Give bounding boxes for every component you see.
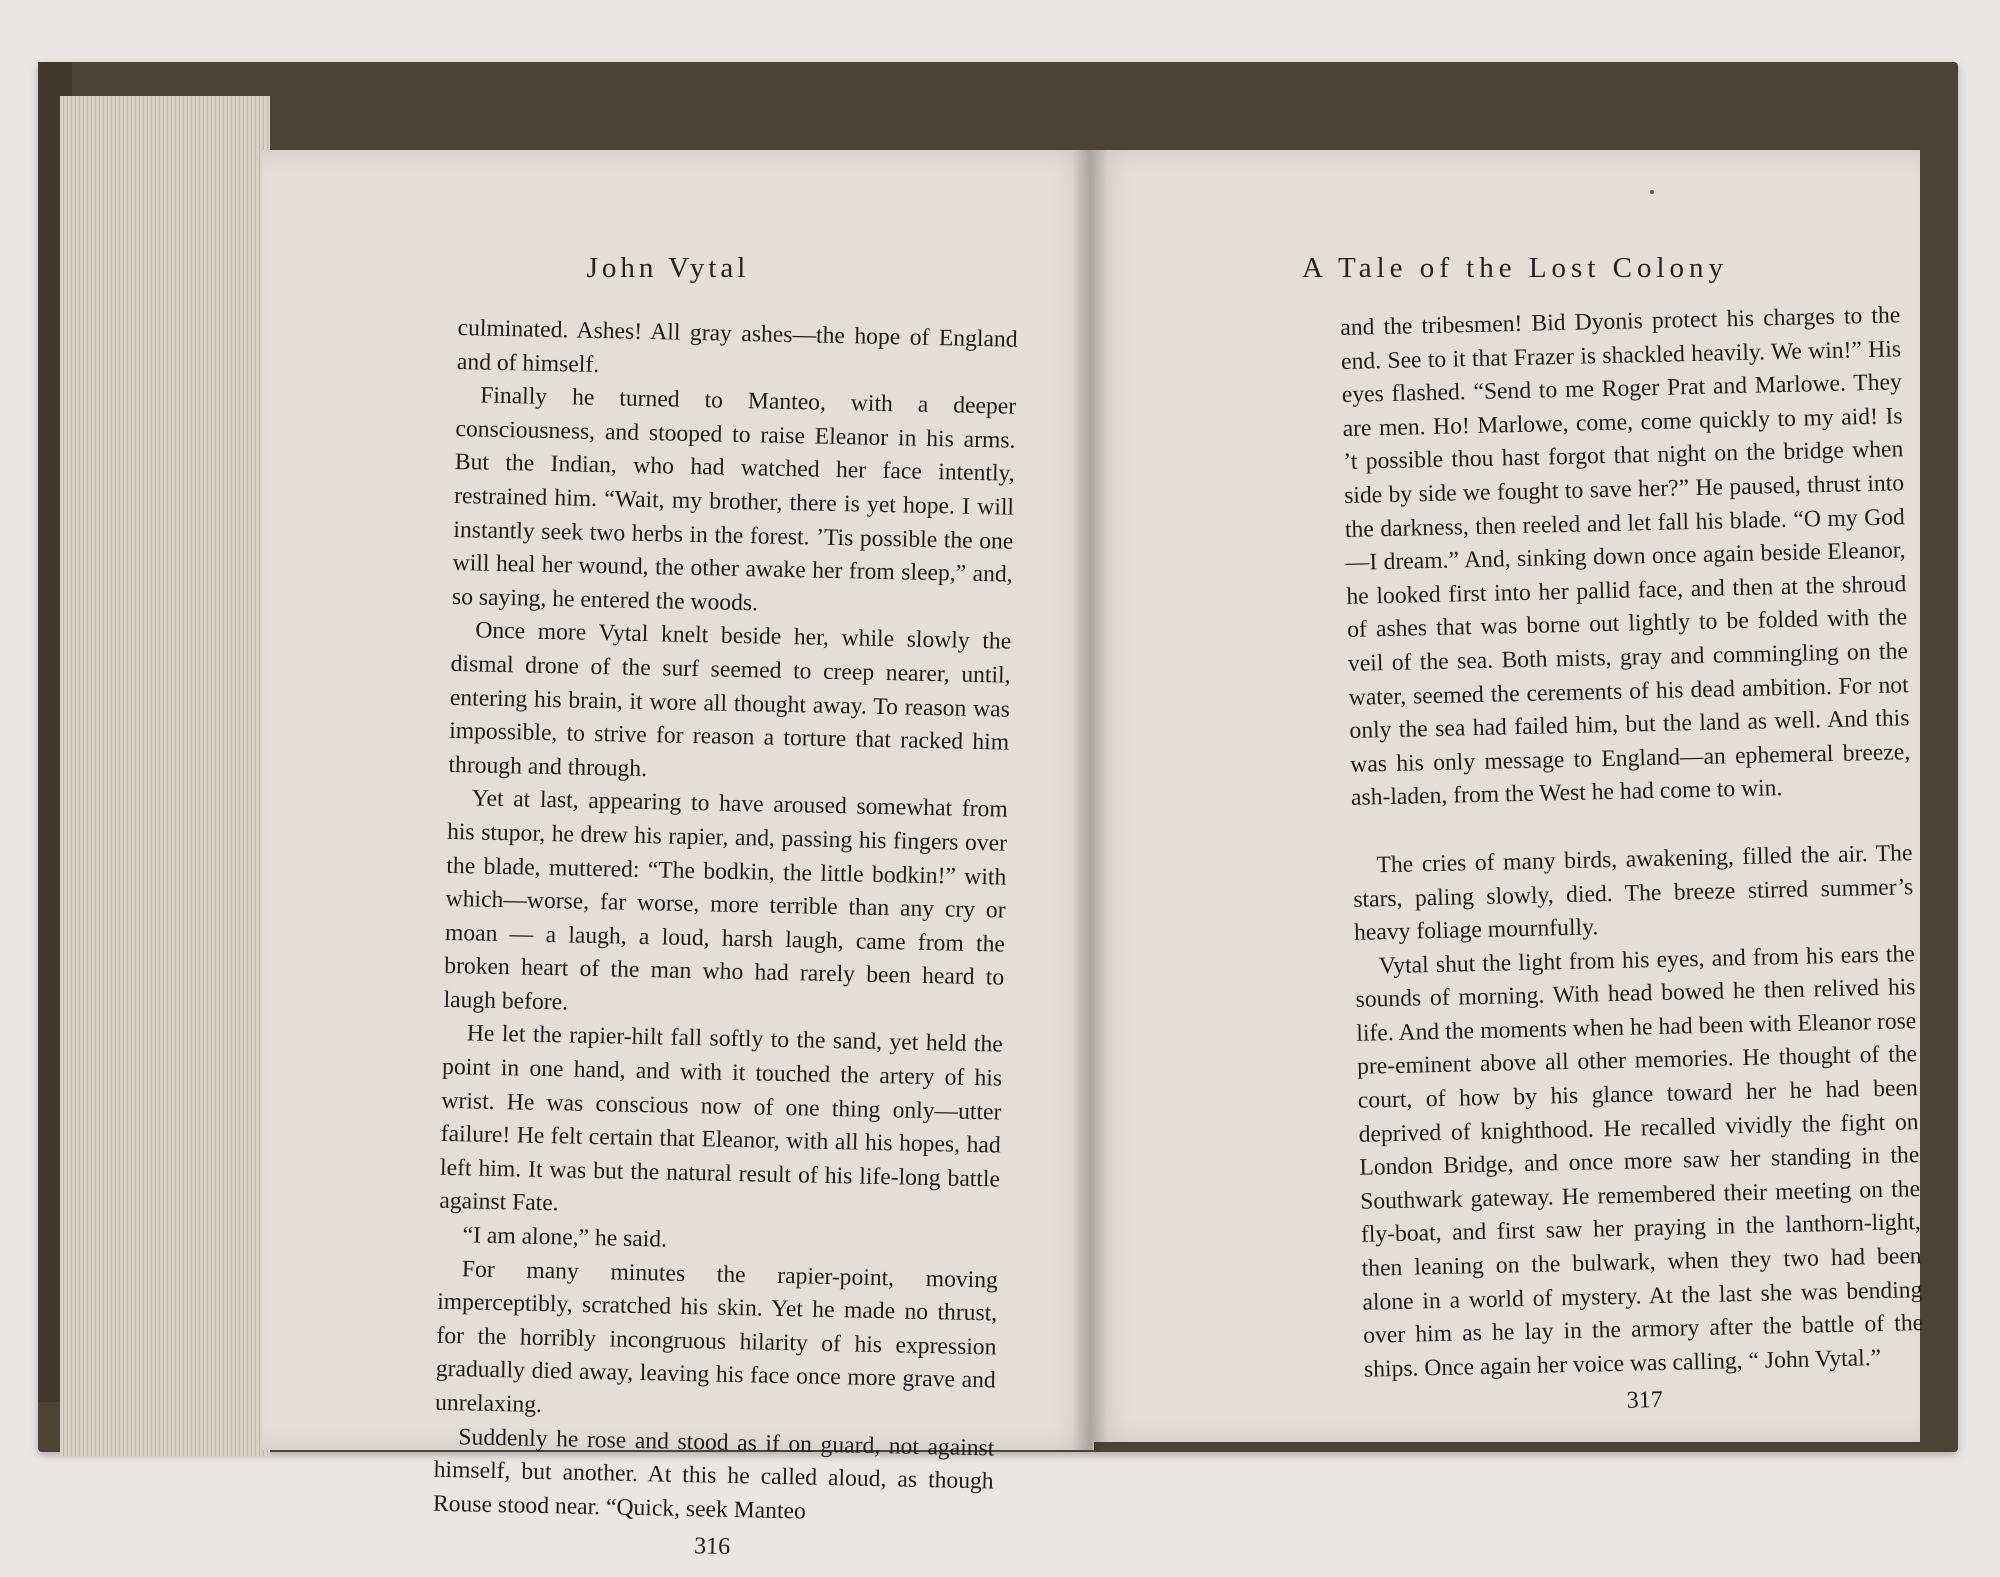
paragraph: and the tribesmen! Bid Dyonis protect his charges to the end. See to it that Frazer is shackled heavily. We win!” His eyes flashed. “Send to me Roger Prat and Marlowe. They are men. Ho! Marlowe, come, come quickly to my aid! Is ’t possible thou hast forgot that night on the bridge when side by side we fought to save her?” He paused, thrust into the darkness, then reeled and let fall his blade. “O my God—I dream.” And, sinking down once again beside Eleanor, he looked first into her pallid face, and then at the shroud of ashes that was borne out lightly to be folded with the veil of the sea. Both mists, gray and commingling on the water, seemed the cerements of his dead ambition. For not only the sea had failed him, but the land as well. And this was his only message to England—an ephemeral breeze, ash-laden, from the West he had come to win. xyxy=(1340,302,1911,812)
left-page-number: 316 xyxy=(693,1533,731,1561)
paragraph: Yet at last, appearing to have aroused somewhat from his stupor, he drew his rapier, and, passing his fingers over the blade, muttered: “The bodkin, the little bodkin!” with which—worse, far worse, more terrible than any cry or moan — a laugh, a loud, harsh laugh, came from the broken heart of the man who had rarely been heard to laugh before. xyxy=(443,785,1008,1016)
right-running-head: A Tale of the Lost Colony xyxy=(1301,252,1729,284)
paragraph: “I am alone,” he said. xyxy=(462,1222,668,1253)
left-page-text xyxy=(432,312,1018,1577)
paper-speck xyxy=(1650,190,1654,194)
page-edges xyxy=(60,96,270,1456)
spine-gutter xyxy=(1072,150,1108,1450)
paragraph: For many minutes the rapier-point, moving imperceptibly, scratched his skin. Yet he made no thrust, for the horribly incongruous hilarity of his expression gradually died away, leaving his face once more grave and unrelaxing. xyxy=(434,1255,999,1418)
paragraph: Finally he turned to Manteo, with a deeper consciousness, and stooped to raise Eleanor in his arms. But the Indian, who had watched her face intently, restrained him. “Wait, my brother, there is yet hope. I will instantly seek two herbs in the forest. ’Tis possible the one will heal her wound, the other awake her from sleep,” and, so saying, he entered the woods. xyxy=(451,382,1017,617)
right-page-text xyxy=(1340,299,1925,1431)
paragraph: The cries of many birds, awakening, filled the air. The stars, paling slowly, died. The breeze stirred summer’s heavy foliage mournfully. xyxy=(1353,840,1914,946)
left-running-head: John Vytal xyxy=(586,252,750,284)
paragraph: Once more Vytal knelt beside her, while slowly the dismal drone of the surf seemed to creep nearer, until, entering his brain, it wore all thought away. To reason was impossible, to strive for reason a torture that racked him through and through. xyxy=(448,617,1012,782)
paragraph: Vytal shut the light from his eyes, and from his ears the sounds of morning. With head bowed he then relived his life. And the moments when he had been with Eleanor rose pre-eminent above all other memories. He thought of the court, of how by his glance toward her he had been deprived of knighthood. He recalled vividly the fight on London Bridge, and once more saw her standing in the Southwark gateway. He remembered their meeting on the fly-boat, and first saw her praying in the lanthorn-light, then leaning on the bulwark, when they two had been alone in a world of mystery. At the last she was bending over him as he lay in the armory after the battle of the ships. Once again her voice was calling, “ John Vytal.” xyxy=(1355,940,1924,1383)
left-page xyxy=(262,150,1094,1561)
paragraph: He let the rapier-hilt fall softly to the sand, yet held the point in one hand, and with it touched the artery of his wrist. He was conscious now of one thing only—utter failure! He felt certain that Eleanor, with all his hopes, had left him. It was but the natural result of his life-long battle against Fate. xyxy=(439,1020,1004,1217)
paragraph: Suddenly he rose and stood as if on guard, not against himself, but another. At this he called aloud, as though Rouse stood near. “Quick, seek Manteo xyxy=(432,1423,995,1525)
right-page xyxy=(1090,150,1924,1442)
right-page-number: 317 xyxy=(1626,1387,1664,1415)
paragraph: culminated. Ashes! All gray ashes—the hope of England and of himself. xyxy=(456,314,1018,378)
